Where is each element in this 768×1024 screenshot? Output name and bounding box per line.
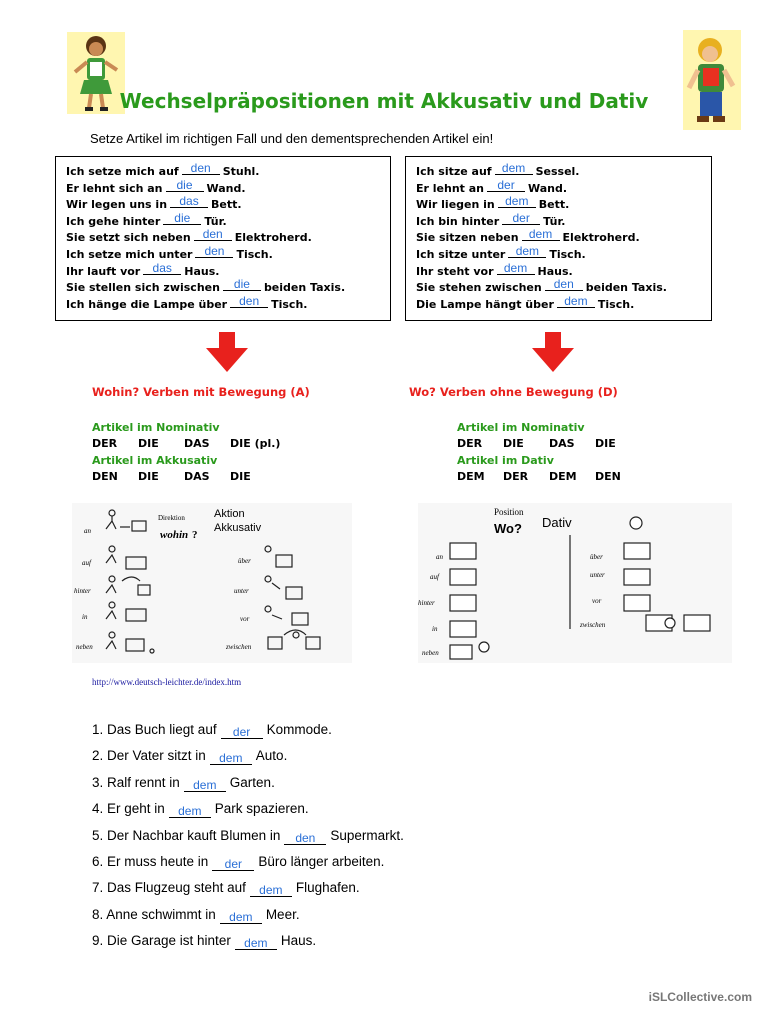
accusative-sentences-box bbox=[55, 156, 391, 321]
article-cell: DAS bbox=[184, 437, 210, 450]
wohin-label: wohin bbox=[160, 529, 189, 541]
preposition-label: in bbox=[82, 613, 88, 621]
answer-blank[interactable]: dem bbox=[498, 195, 536, 208]
sentence-end: Bett. bbox=[211, 198, 242, 212]
sentence-row bbox=[416, 243, 711, 264]
sentence-start: 1. Das Buch liegt auf bbox=[92, 722, 217, 737]
preposition-label: in bbox=[432, 625, 438, 633]
sentence-row bbox=[66, 243, 390, 264]
sentence-end: Büro länger arbeiten. bbox=[258, 853, 385, 869]
preposition-label: vor bbox=[592, 597, 602, 605]
exercise-row bbox=[92, 878, 404, 904]
answer-blank[interactable]: dem bbox=[169, 805, 211, 818]
sentence-end: Sessel. bbox=[535, 165, 580, 178]
sentence-start: Ich sitze unter bbox=[416, 247, 506, 261]
exercise-row bbox=[92, 826, 404, 852]
accusative-article-table bbox=[92, 419, 280, 485]
sentence-row bbox=[416, 293, 711, 314]
answer-blank[interactable]: dem bbox=[508, 245, 546, 258]
sentence-row bbox=[416, 177, 711, 198]
answer-blank[interactable]: dem bbox=[210, 752, 252, 765]
sentence-start: 8. Anne schwimmt in bbox=[92, 906, 216, 922]
site-watermark: iSLCollective.com bbox=[648, 990, 752, 1004]
sentence-row bbox=[416, 194, 711, 214]
sentence-start: 2. Der Vater sitzt in bbox=[92, 748, 206, 764]
answer-blank[interactable]: den bbox=[195, 245, 233, 258]
dativ-label: Dativ bbox=[542, 515, 572, 530]
sentence-end: Elektroherd. bbox=[562, 231, 640, 245]
sentence-start: Ihr steht vor bbox=[416, 264, 494, 278]
sentence-row bbox=[416, 161, 711, 181]
sentence-start: 6. Er muss heute in bbox=[92, 853, 209, 869]
answer-blank[interactable]: dem bbox=[184, 779, 226, 792]
article-cell: DIE bbox=[503, 437, 524, 450]
article-cell: DEN bbox=[595, 470, 621, 483]
sentence-end: Haus. bbox=[184, 264, 220, 278]
exercise-list bbox=[92, 720, 404, 958]
article-cell: DAS bbox=[549, 437, 575, 450]
answer-blank[interactable]: den bbox=[194, 228, 232, 241]
preposition-label: zwischen bbox=[226, 643, 252, 651]
sentence-row bbox=[66, 277, 390, 297]
answer-blank[interactable]: der bbox=[212, 858, 254, 871]
answer-blank[interactable]: den bbox=[230, 295, 268, 308]
article-cell: DER bbox=[503, 470, 529, 483]
sentence-end: Haus. bbox=[280, 933, 317, 949]
sentence-start: Sie setzt sich neben bbox=[66, 231, 191, 245]
answer-blank[interactable]: die bbox=[166, 179, 204, 192]
exercise-row bbox=[92, 931, 404, 957]
sentence-end: Meer. bbox=[265, 906, 300, 922]
answer-blank[interactable]: das bbox=[143, 262, 181, 275]
sentence-row bbox=[66, 194, 390, 214]
sentence-start: Ich hänge die Lampe über bbox=[66, 297, 228, 311]
sentence-start: 7. Das Flugzeug steht auf bbox=[92, 880, 246, 896]
sentence-row bbox=[416, 210, 711, 231]
sentence-end: Stuhl. bbox=[222, 165, 260, 178]
sentence-start: Die Lampe hängt über bbox=[416, 297, 554, 311]
position-label: Position bbox=[494, 507, 524, 517]
sentence-end: Auto. bbox=[255, 748, 288, 764]
dative-label: Artikel im Dativ bbox=[457, 454, 554, 467]
article-cell: DEM bbox=[457, 470, 485, 483]
boy-clipart bbox=[683, 30, 741, 130]
preposition-label: an bbox=[84, 527, 91, 535]
sentence-end: Tür. bbox=[543, 214, 566, 228]
sentence-start: Ich setze mich unter bbox=[66, 247, 193, 261]
sentence-end: Park spazieren. bbox=[214, 801, 309, 817]
article-cell: DAS bbox=[184, 470, 210, 483]
instruction-text: Setze Artikel im richtigen Fall und den dementsprechenden Artikel ein! bbox=[90, 131, 494, 146]
sentence-start: Er lehnt an bbox=[416, 181, 485, 195]
wo-label: Wo? bbox=[494, 521, 522, 536]
sentence-start: Ihr lauft vor bbox=[66, 264, 141, 278]
preposition-label: auf bbox=[82, 559, 91, 567]
sentence-end: Kommode. bbox=[266, 722, 332, 737]
sentence-start: Ich gehe hinter bbox=[66, 214, 161, 228]
source-link[interactable]: http://www.deutsch-leichter.de/index.htm bbox=[92, 677, 242, 687]
nominative-articles bbox=[457, 436, 621, 452]
sentence-start: Sie sitzen neben bbox=[416, 231, 519, 245]
answer-blank[interactable]: dem bbox=[495, 162, 533, 175]
answer-blank[interactable]: der bbox=[487, 179, 525, 192]
dative-articles bbox=[457, 469, 621, 485]
aktion-label: Aktion bbox=[214, 508, 245, 520]
nominative-articles bbox=[92, 436, 280, 452]
answer-blank[interactable]: den bbox=[182, 162, 220, 175]
akkusativ-label: Akkusativ bbox=[214, 522, 262, 534]
exercise-row bbox=[92, 746, 404, 772]
worksheet-title: Wechselpräpositionen mit Akkusativ und Dativ bbox=[119, 89, 649, 113]
accusative-heading: Wohin? Verben mit Bewegung (A) bbox=[92, 385, 310, 399]
sentence-start: Wir liegen in bbox=[416, 198, 495, 212]
preposition-label: zwischen bbox=[580, 621, 606, 629]
down-arrow-icon bbox=[532, 332, 574, 372]
sentence-end: Tisch. bbox=[549, 247, 586, 261]
answer-blank[interactable]: dem bbox=[557, 295, 595, 308]
preposition-label: über bbox=[238, 557, 251, 565]
preposition-label: hinter bbox=[74, 587, 91, 595]
svg-text:?: ? bbox=[192, 529, 198, 541]
sentence-start: Sie stehen zwischen bbox=[416, 281, 542, 295]
dative-sentences-box bbox=[405, 156, 712, 321]
preposition-label: neben bbox=[422, 649, 439, 657]
dative-heading: Wo? Verben ohne Bewegung (D) bbox=[409, 385, 618, 399]
article-cell: DIE bbox=[595, 437, 616, 450]
nominative-label: Artikel im Nominativ bbox=[92, 421, 220, 434]
article-cell: DIE bbox=[230, 470, 251, 483]
answer-blank[interactable]: dem bbox=[497, 262, 535, 275]
preposition-label: hinter bbox=[418, 599, 435, 607]
accusative-label: Artikel im Akkusativ bbox=[92, 454, 218, 467]
sentence-row bbox=[66, 177, 390, 198]
sentence-row bbox=[66, 293, 390, 314]
exercise-row bbox=[92, 773, 404, 799]
answer-blank[interactable]: die bbox=[163, 212, 201, 225]
accusative-articles bbox=[92, 469, 280, 485]
answer-blank[interactable]: das bbox=[170, 195, 208, 208]
sentence-end: Haus. bbox=[537, 264, 573, 278]
article-cell: DER bbox=[92, 437, 118, 450]
answer-blank[interactable]: die bbox=[223, 278, 261, 291]
sentence-end: Wand. bbox=[206, 181, 246, 195]
sentence-start: 5. Der Nachbar kauft Blumen in bbox=[92, 827, 281, 843]
sentence-end: Supermarkt. bbox=[330, 827, 404, 843]
answer-blank[interactable]: dem bbox=[235, 937, 277, 950]
sentence-end: Wand. bbox=[528, 181, 568, 195]
answer-blank[interactable]: der bbox=[502, 212, 540, 225]
answer-blank[interactable]: dem bbox=[220, 911, 262, 924]
preposition-label: unter bbox=[590, 571, 605, 579]
article-cell: DIE bbox=[138, 470, 159, 483]
down-arrow-icon bbox=[206, 332, 248, 372]
preposition-label: auf bbox=[430, 573, 439, 581]
sentence-start: Ich sitze auf bbox=[416, 165, 492, 178]
article-cell: DEM bbox=[549, 470, 577, 483]
sentence-start: Ich setze mich auf bbox=[66, 165, 179, 178]
sentence-end: Bett. bbox=[538, 198, 570, 212]
sentence-start: 3. Ralf rennt in bbox=[92, 774, 180, 790]
sentence-end: Tisch. bbox=[236, 247, 273, 261]
answer-blank[interactable]: den bbox=[284, 832, 326, 845]
preposition-label: neben bbox=[76, 643, 93, 651]
sentence-end: Tisch. bbox=[271, 297, 308, 311]
article-cell: DIE (pl.) bbox=[230, 437, 281, 450]
exercise-row bbox=[92, 905, 404, 931]
sentence-start: Sie stellen sich zwischen bbox=[66, 281, 220, 295]
answer-blank[interactable]: der bbox=[221, 726, 263, 739]
sentence-start: 4. Er geht in bbox=[92, 801, 165, 817]
sentence-row bbox=[66, 161, 390, 181]
sentence-end: Garten. bbox=[229, 774, 275, 790]
direktion-label: Direktion bbox=[158, 514, 185, 522]
article-cell: DIE bbox=[138, 437, 159, 450]
accusative-illustration bbox=[72, 503, 352, 663]
sentence-end: Tür. bbox=[204, 214, 227, 228]
sentence-end: beiden Taxis. bbox=[585, 281, 667, 295]
article-cell: DEN bbox=[92, 470, 118, 483]
sentence-end: Flughafen. bbox=[295, 880, 360, 896]
exercise-row bbox=[92, 852, 404, 878]
nominative-label: Artikel im Nominativ bbox=[457, 421, 585, 434]
sentence-end: beiden Taxis. bbox=[263, 281, 346, 295]
preposition-label: über bbox=[590, 553, 603, 561]
sentence-start: Wir legen uns in bbox=[66, 198, 168, 212]
preposition-label: vor bbox=[240, 615, 250, 623]
answer-blank[interactable]: den bbox=[545, 278, 583, 291]
answer-blank[interactable]: dem bbox=[522, 228, 560, 241]
sentence-start: 9. Die Garage ist hinter bbox=[92, 933, 231, 949]
exercise-row bbox=[92, 799, 404, 825]
exercise-row bbox=[92, 720, 404, 746]
sentence-start: Er lehnt sich an bbox=[66, 181, 163, 195]
answer-blank[interactable]: dem bbox=[250, 884, 292, 897]
sentence-start: Ich bin hinter bbox=[416, 214, 500, 228]
sentence-end: Tisch. bbox=[597, 297, 635, 311]
sentence-row bbox=[416, 227, 711, 247]
preposition-label: an bbox=[436, 553, 443, 561]
article-cell: DER bbox=[457, 437, 483, 450]
dative-article-table bbox=[457, 419, 621, 485]
sentence-end: Elektroherd. bbox=[234, 231, 312, 245]
preposition-label: unter bbox=[234, 587, 249, 595]
dative-illustration bbox=[418, 503, 732, 663]
